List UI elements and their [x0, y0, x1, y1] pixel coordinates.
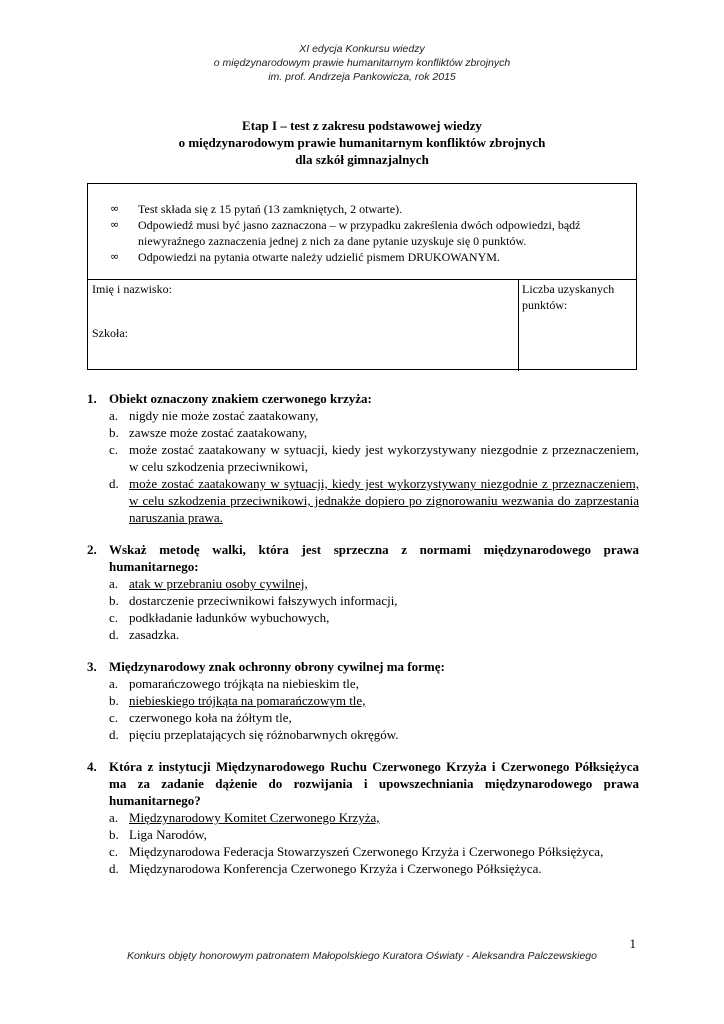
question-text [87, 541, 639, 575]
page-footer: Konkurs objęty honorowym patronatem Małopolskiego Kuratora Oświaty - Aleksandra Palczewskiego [126, 950, 597, 962]
option-text: podkładanie ładunków wybuchowych, [129, 610, 330, 625]
answer-option-d[interactable] [87, 726, 639, 743]
rule-text: Odpowiedzi na pytania otwarte należy udzielić pismem DRUKOWANYM. [138, 250, 500, 264]
question-4 [87, 758, 639, 877]
option-letter: b. [109, 593, 119, 608]
option-text: pomarańczowego trójkąta na niebieskim tle, [129, 676, 359, 691]
answer-option-a[interactable] [87, 675, 639, 692]
header-line-3: im. prof. Andrzeja Pankowicza, rok 2015 [268, 71, 456, 83]
page-title [0, 117, 724, 168]
infinity-bullet-icon: ∞ [110, 218, 120, 231]
question-label: Obiekt oznaczony znakiem czerwonego krzyża: [109, 391, 372, 406]
option-text: Międzynarodowa Federacja Stowarzyszeń Czerwonego Krzyża i Czerwonego Półksiężyca, [129, 844, 604, 859]
rules-list [88, 184, 636, 279]
answer-option-b[interactable] [87, 826, 639, 843]
question-text [87, 658, 639, 675]
answer-option-c[interactable] [87, 843, 639, 860]
name-label: Imię i nazwisko: [92, 282, 172, 296]
question-label: Która z instytucji Międzynarodowego Ruchu Czerwonego Krzyża i Czerwonego Półksiężyca ma za zadanie dążenie do rozwijania i upowszechniania międzynarodowego prawa humanitarnego? [109, 759, 639, 808]
question-1 [87, 390, 639, 526]
answer-option-d[interactable] [87, 475, 639, 526]
option-letter: a. [109, 676, 119, 691]
title-line-1: Etap I – test z zakresu podstawowej wiedzy [242, 118, 482, 133]
option-letter: b. [109, 693, 119, 708]
option-letter: c. [109, 710, 119, 725]
header-line-1: XI edycja Konkursu wiedzy [299, 43, 425, 55]
answer-option-a[interactable] [87, 575, 639, 592]
option-text: atak w przebraniu osoby cywilnej, [129, 576, 308, 591]
answer-option-b[interactable] [87, 692, 639, 709]
infinity-bullet-icon: ∞ [110, 202, 120, 215]
option-letter: a. [109, 408, 119, 423]
answer-option-b[interactable] [87, 592, 639, 609]
answer-option-b[interactable] [87, 424, 639, 441]
rule-item [88, 201, 636, 217]
option-text: zasadzka. [129, 627, 180, 642]
rule-item [88, 249, 636, 265]
question-3 [87, 658, 639, 743]
question-number: 4. [87, 759, 97, 774]
instructions-box [87, 183, 637, 370]
option-text: niebieskiego trójkąta na pomarańczowym tle, [129, 693, 366, 708]
option-letter: c. [109, 442, 119, 457]
question-2 [87, 541, 639, 643]
option-text: dostarczenie przeciwnikowi fałszywych informacji, [129, 593, 398, 608]
rule-item [88, 217, 636, 249]
answer-option-c[interactable] [87, 609, 639, 626]
question-text [87, 390, 639, 407]
answer-option-a[interactable] [87, 809, 639, 826]
option-letter: d. [109, 627, 119, 642]
option-letter: c. [109, 844, 119, 859]
page-number: 1 [629, 936, 636, 951]
option-text: Międzynarodowy Komitet Czerwonego Krzyża, [129, 810, 380, 825]
option-text: Liga Narodów, [129, 827, 207, 842]
option-text: zawsze może zostać zaatakowany, [129, 425, 308, 440]
rule-text: Odpowiedź musi być jasno zaznaczona – w przypadku zakreślenia dwóch odpowiedzi, bądź niewyraźnego zaznaczenia jednej z nich za dane pytanie uzyskuje się 0 punktów. [138, 218, 581, 248]
question-number: 2. [87, 542, 97, 557]
rule-text: Test składa się z 15 pytań (13 zamkniętych, 2 otwarte). [138, 202, 403, 216]
option-text: może zostać zaatakowany w sytuacji, kiedy jest wykorzystywany niezgodnie z przeznaczeniem, w celu szkodzenia przeciwnikowi, [129, 442, 639, 474]
option-letter: b. [109, 425, 119, 440]
title-line-2: o międzynarodowym prawie humanitarnym konfliktów zbrojnych [178, 135, 546, 150]
option-letter: c. [109, 610, 119, 625]
option-text: pięciu przeplatających się różnobarwnych okręgów. [129, 727, 399, 742]
question-number: 3. [87, 659, 97, 674]
question-number: 1. [87, 391, 97, 406]
student-fields [88, 279, 636, 371]
option-text: czerwonego koła na żółtym tle, [129, 710, 292, 725]
option-text: może zostać zaatakowany w sytuacji, kiedy jest wykorzystywany niezgodnie z przeznaczeniem, w celu szkodzenia przeciwnikowi, jednakże dopiero po zignorowaniu wezwania do zaprzestania naruszania prawa. [129, 476, 639, 525]
header-line-2: o międzynarodowym prawie humanitarnym konfliktów zbrojnych [213, 57, 511, 69]
option-letter: b. [109, 827, 119, 842]
document-header [0, 42, 724, 84]
answer-option-a[interactable] [87, 407, 639, 424]
answer-option-d[interactable] [87, 626, 639, 643]
school-label: Szkoła: [92, 326, 128, 340]
points-cell[interactable] [519, 280, 636, 371]
option-letter: a. [109, 810, 119, 825]
student-info-cell[interactable] [88, 280, 519, 371]
answer-option-d[interactable] [87, 860, 639, 877]
option-text: Międzynarodowa Konferencja Czerwonego Krzyża i Czerwonego Półksiężyca. [129, 861, 542, 876]
points-label: Liczba uzyskanych punktów: [522, 282, 615, 312]
option-letter: a. [109, 576, 119, 591]
option-letter: d. [109, 861, 119, 876]
question-label: Międzynarodowy znak ochronny obrony cywilnej ma formę: [109, 659, 445, 674]
option-text: nigdy nie może zostać zaatakowany, [129, 408, 319, 423]
infinity-bullet-icon: ∞ [110, 250, 120, 263]
option-letter: d. [109, 727, 119, 742]
question-text [87, 758, 639, 809]
question-label: Wskaż metodę walki, która jest sprzeczna z normami międzynarodowego prawa humanitarnego: [109, 542, 639, 574]
answer-option-c[interactable] [87, 441, 639, 475]
option-letter: d. [109, 476, 119, 491]
answer-option-c[interactable] [87, 709, 639, 726]
title-line-3: dla szkół gimnazjalnych [295, 152, 429, 167]
